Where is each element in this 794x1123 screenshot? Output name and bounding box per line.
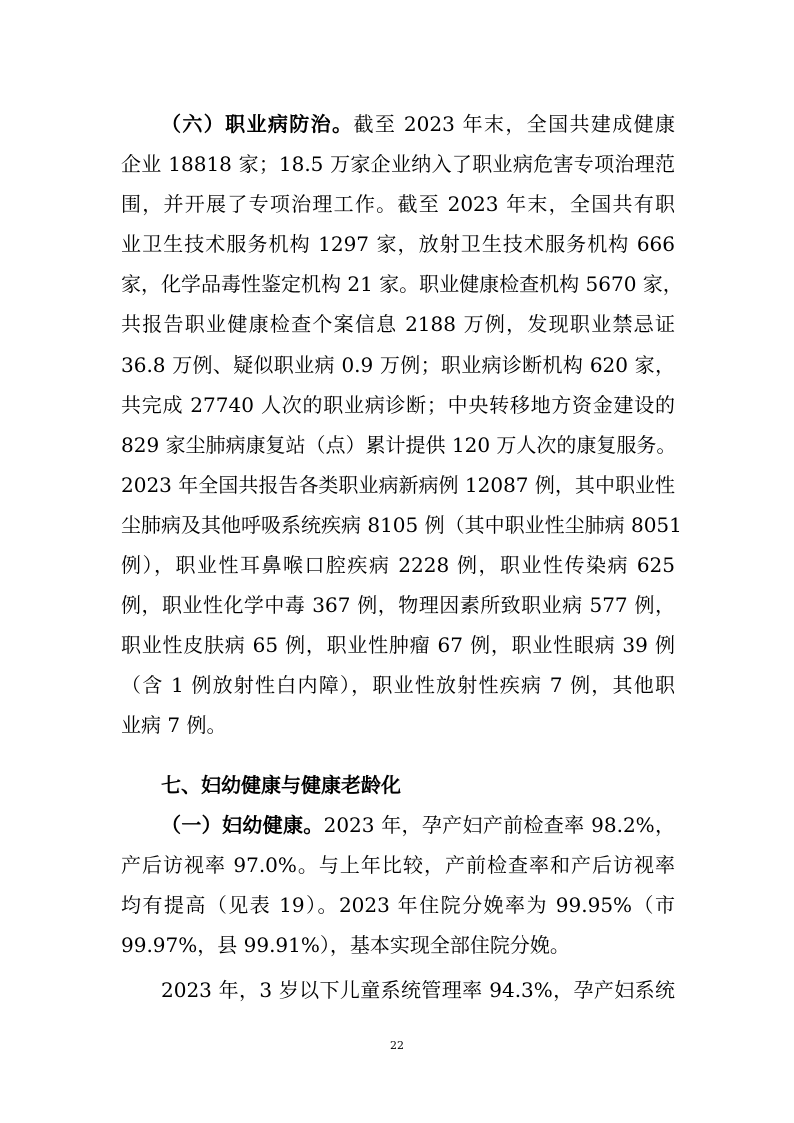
section7-1-first-line-text: 2023 年，孕产妇产前检查率 98.2%， (323, 813, 675, 837)
section6-line: （含 1 例放射性白内障），职业性放射性疾病 7 例，其他职 (121, 673, 675, 697)
section6-line: 围，并开展了专项治理工作。截至 2023 年末，全国共有职 (121, 192, 675, 216)
section6-line: 业卫生技术服务机构 1297 家，放射卫生技术服务机构 666 (121, 232, 675, 256)
children-paragraph-line: 2023 年，3 岁以下儿童系统管理率 94.3%，孕产妇系统 (161, 978, 675, 1002)
section6-lead-heading: （六）职业病防治。 (161, 112, 354, 136)
section6-first-line (161, 104, 675, 144)
section6-line: 36.8 万例、疑似职业病 0.9 万例；职业病诊断机构 620 家， (121, 353, 675, 377)
section6-line: 829 家尘肺病康复站（点）累计提供 120 万人次的康复服务。 (121, 433, 677, 457)
section7-1-line: 均有提高（见表 19）。2023 年住院分娩率为 99.95%（市 (121, 893, 675, 917)
section6-line: 共完成 27740 人次的职业病诊断；中央转移地方资金建设的 (121, 393, 675, 417)
section6-line: 业病 7 例。 (121, 713, 227, 737)
section6-line: 尘肺病及其他呼吸系统疾病 8105 例（其中职业性尘肺病 8051 (121, 513, 682, 537)
section6-line: 例，职业性化学中毒 367 例，物理因素所致职业病 577 例， (121, 593, 675, 617)
section6-first-line-text: 截至 2023 年末，全国共建成健康 (353, 112, 675, 136)
section7-1-line: 99.97%，县 99.91%），基本实现全部住院分娩。 (121, 933, 570, 957)
section6-line: 家，化学品毒性鉴定机构 21 家。职业健康检查机构 5670 家， (121, 272, 683, 296)
section7-1-lead-heading: （一）妇幼健康。 (161, 813, 324, 837)
section6-line: 2023 年全国共报告各类职业病新病例 12087 例，其中职业性 (121, 473, 675, 497)
section6-line: 企业 18818 家；18.5 万家企业纳入了职业病危害专项治理范 (121, 152, 675, 176)
section7-1-first-line (161, 805, 675, 845)
section6-line: 例），职业性耳鼻喉口腔疾病 2228 例，职业性传染病 625 (121, 553, 675, 577)
section6-line: 职业性皮肤病 65 例，职业性肿瘤 67 例，职业性眼病 39 例 (121, 633, 675, 657)
section7-1-line: 产后访视率 97.0%。与上年比较，产前检查率和产后访视率 (121, 853, 675, 877)
section6-line: 共报告职业健康检查个案信息 2188 万例，发现职业禁忌证 (121, 312, 675, 336)
page-number: 22 (390, 1039, 404, 1052)
chapter7-heading: 七、妇幼健康与健康老龄化 (161, 773, 401, 797)
